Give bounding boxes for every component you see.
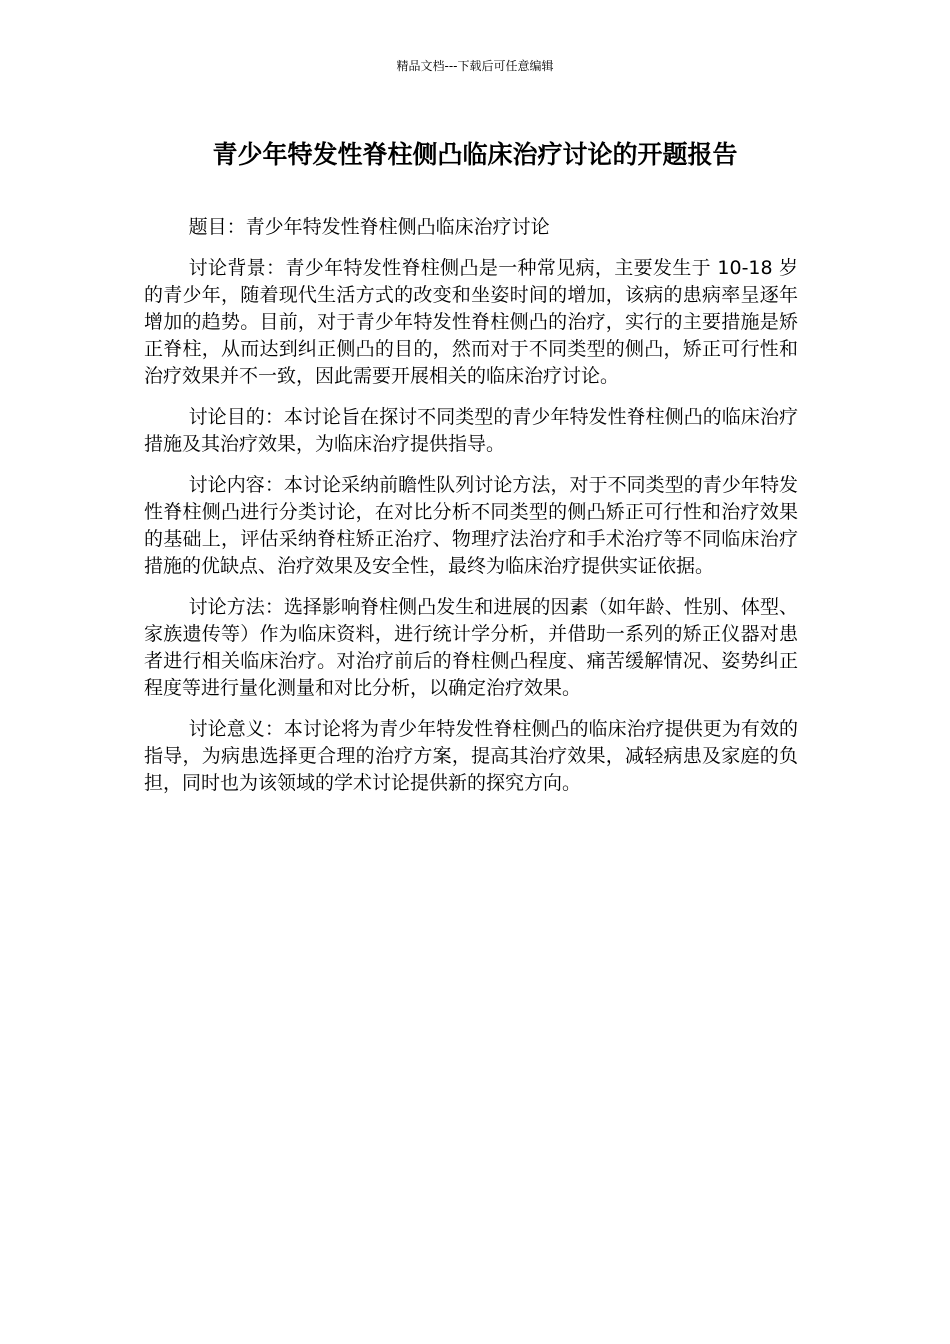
paragraph-background: 讨论背景：青少年特发性脊柱侧凸是一种常见病，主要发生于 10-18 岁的青少年，随着现代生活方式的改变和坐姿时间的增加，该病的患病率呈逐年增加的趋势。目前，对于青少年特发性脊柱侧凸的治疗，实行的主要措施是矫正脊柱，从而达到纠正侧凸的目的，然而对于不同类型的侧凸，矫正可行性和治疗效果并不一致，因此需要开展相关的临床治疗讨论。 xyxy=(144,257,798,387)
header-note: 精品文档---下载后可任意编辑 xyxy=(396,59,554,73)
paragraph-method: 讨论方法：选择影响脊柱侧凸发生和进展的因素（如年龄、性别、体型、家族遗传等）作为临床资料，进行统计学分析，并借助一系列的矫正仪器对患者进行相关临床治疗。对治疗前后的脊柱侧凸程度、痛苦缓解情况、姿势纠正程度等进行量化测量和对比分析，以确定治疗效果。 xyxy=(144,596,798,699)
document-body xyxy=(144,214,798,811)
paragraph-topic: 题目：青少年特发性脊柱侧凸临床治疗讨论 xyxy=(188,216,550,238)
paragraph-content: 讨论内容：本讨论采纳前瞻性队列讨论方法，对于不同类型的青少年特发性脊柱侧凸进行分类讨论，在对比分析不同类型的侧凸矫正可行性和治疗效果的基础上，评估采纳脊柱矫正治疗、物理疗法治疗和手术治疗等不同临床治疗措施的优缺点、治疗效果及安全性，最终为临床治疗提供实证依据。 xyxy=(144,474,798,577)
paragraph-significance: 讨论意义：本讨论将为青少年特发性脊柱侧凸的临床治疗提供更为有效的指导，为病患选择更合理的治疗方案，提高其治疗效果，减轻病患及家庭的负担，同时也为该领域的学术讨论提供新的探究方向。 xyxy=(144,718,798,794)
paragraph-purpose: 讨论目的：本讨论旨在探讨不同类型的青少年特发性脊柱侧凸的临床治疗措施及其治疗效果，为临床治疗提供指导。 xyxy=(144,406,798,455)
document-title: 青少年特发性脊柱侧凸临床治疗讨论的开题报告 xyxy=(212,140,738,169)
